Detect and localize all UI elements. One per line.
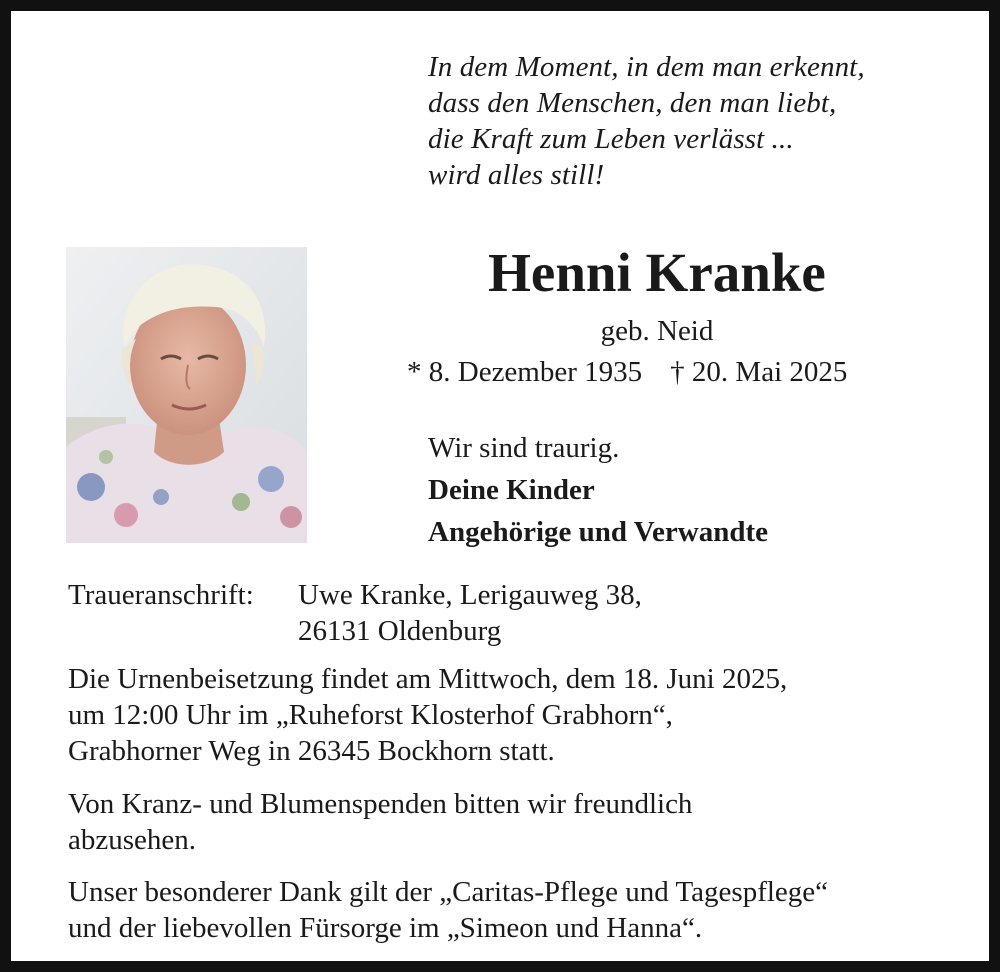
thanks-line: Unser besonderer Dank gilt der „Caritas-Pflege und Tagespflege“ bbox=[68, 876, 829, 908]
mourners-line: Angehörige und Verwandte bbox=[428, 516, 768, 548]
burial-notice bbox=[68, 661, 968, 769]
poem-line: wird alles still! bbox=[428, 159, 605, 191]
death-date: † 20. Mai 2025 bbox=[670, 356, 848, 388]
burial-line: Die Urnenbeisetzung findet am Mittwoch, dem 18. Juni 2025, bbox=[68, 663, 788, 695]
mourners-block bbox=[428, 427, 988, 553]
flowers-line: abzusehen. bbox=[68, 824, 197, 856]
portrait-illustration bbox=[66, 247, 307, 543]
birth-date: * 8. Dezember 1935 bbox=[407, 356, 643, 388]
address-line: 26131 Oldenburg bbox=[298, 615, 502, 647]
mourners-intro: Wir sind traurig. bbox=[428, 432, 620, 464]
portrait-photo bbox=[66, 247, 307, 543]
flowers-line: Von Kranz- und Blumenspenden bitten wir freundlich bbox=[68, 788, 693, 820]
poem-line: dass den Menschen, den man liebt, bbox=[428, 87, 837, 119]
address-line: Uwe Kranke, Lerigauweg 38, bbox=[298, 579, 642, 611]
thanks-note bbox=[68, 874, 968, 946]
burial-line: um 12:00 Uhr im „Ruheforst Klosterhof Grabhorn“, bbox=[68, 699, 673, 731]
life-dates bbox=[407, 353, 967, 391]
burial-line: Grabhorner Weg in 26345 Bockhorn statt. bbox=[68, 735, 555, 767]
address-label: Traueranschrift: bbox=[68, 579, 254, 611]
memorial-poem bbox=[428, 49, 988, 193]
poem-line: die Kraft zum Leben verlässt ... bbox=[428, 123, 794, 155]
deceased-name: Henni Kranke bbox=[488, 242, 826, 303]
poem-line: In dem Moment, in dem man erkennt, bbox=[428, 51, 865, 83]
mourners-line: Deine Kinder bbox=[428, 474, 595, 506]
flowers-request bbox=[68, 786, 968, 858]
birth-name: geb. Neid bbox=[600, 315, 714, 347]
thanks-line: und der liebevollen Fürsorge im „Simeon und Hanna“. bbox=[68, 912, 703, 944]
mourning-address bbox=[68, 577, 968, 649]
